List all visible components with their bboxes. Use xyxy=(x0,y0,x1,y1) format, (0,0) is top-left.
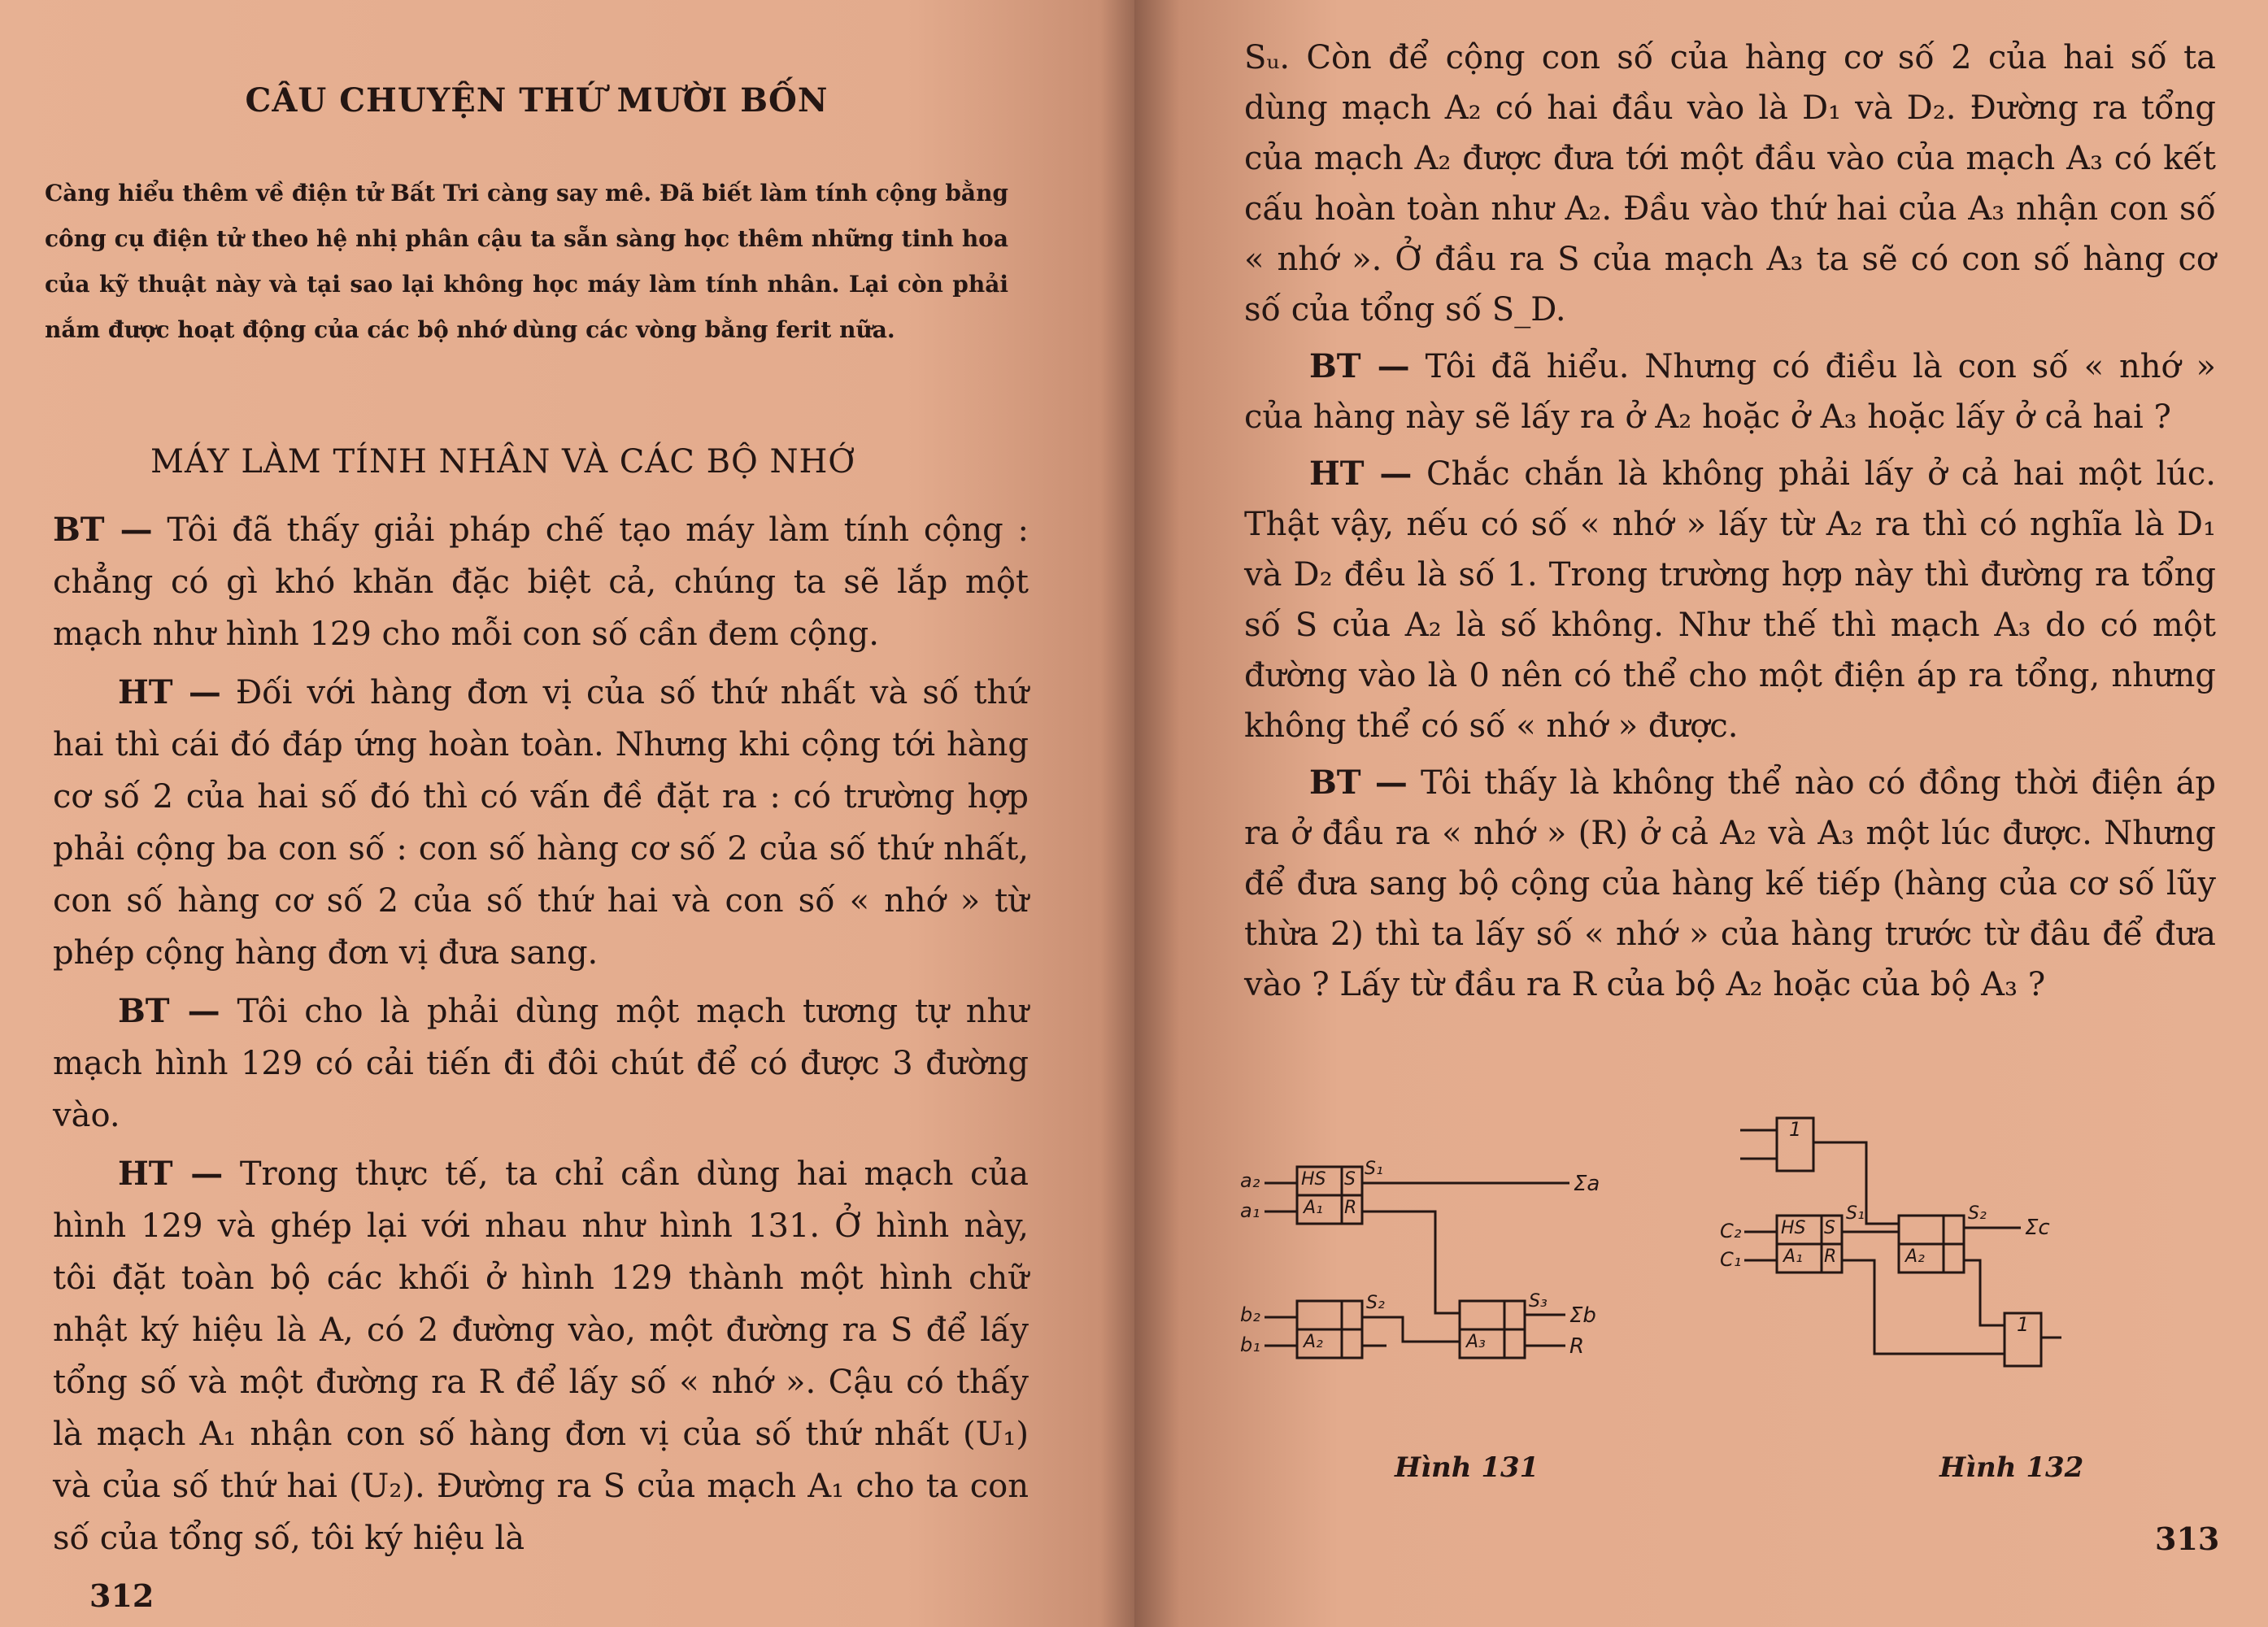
dialogue-paragraph xyxy=(53,504,1029,660)
dialogue-paragraph xyxy=(1244,758,2216,1010)
fig131-a1-s: S xyxy=(1344,1169,1356,1190)
chapter-title: CÂU CHUYỆN THỨ MƯỜI BỐN xyxy=(245,81,829,120)
page-number-right: 313 xyxy=(2155,1520,2220,1557)
fig131-input-b2: b₂ xyxy=(1240,1303,1260,1326)
fig131-a1-r: R xyxy=(1344,1198,1357,1218)
dialogue-paragraph xyxy=(1244,341,2216,442)
fig131-sigma-b: Σb xyxy=(1569,1303,1596,1328)
paragraph-text: Trong thực tế, ta chỉ cần dùng hai mạch của hình 129 và ghép lại với nhau như hình 131. Ở hình này, tôi đặt toàn bộ các khối ở hình 129 thành một hình chữ nhật ký hiệu là A, có 2 đường vào, một đường ra S để lấy tổng số và một đường ra R để lấy số « nhớ ». Cậu có thấy là mạch A₁ nhận con số hàng đơn vị của số thứ nhất (U₁) và của số thứ hai (U₂). Đường ra S của mạch A₁ cho ta con số của tổng số, tôi ký hiệu là xyxy=(53,1155,1030,1557)
figure-132-caption: Hình 132 xyxy=(1939,1451,2084,1484)
dialogue-paragraph xyxy=(1244,449,2216,751)
section-title: MÁY LÀM TÍNH NHÂN VÀ CÁC BỘ NHỚ xyxy=(150,443,856,481)
fig132-a2-label: A₂ xyxy=(1905,1246,1925,1267)
fig132-a1-label: A₁ xyxy=(1783,1246,1803,1267)
page-number-left: 312 xyxy=(89,1577,155,1614)
left-body-text xyxy=(53,504,1029,1571)
speaker-label: BT — xyxy=(1309,347,1410,385)
speaker-label: HT — xyxy=(1309,455,1413,493)
chapter-intro: Càng hiểu thêm về điện tử Bất Tri càng say mê. Đã biết làm tính cộng bằng công cụ điện tử theo hệ nhị phân cậu ta sẵn sàng học thêm những tinh hoa của kỹ thuật này và tại sao lại không học máy làm tính nhân. Lại còn phải nắm được hoạt động của các bộ nhớ dùng các vòng bằng ferit nữa. xyxy=(45,180,1008,343)
fig131-input-b1: b₁ xyxy=(1240,1333,1260,1356)
right-body-text xyxy=(1244,33,2216,1016)
paragraph-text: Tôi cho là phải dùng một mạch tương tự như mạch hình 129 có cải tiến đi đôi chút để có được 3 đường vào. xyxy=(53,993,1030,1134)
fig132-input-c1: C₁ xyxy=(1720,1248,1742,1271)
fig131-a3-label: A₃ xyxy=(1466,1332,1486,1352)
fig132-s2: S₂ xyxy=(1968,1203,1987,1224)
speaker-label: BT — xyxy=(53,511,153,549)
fig131-a2-label: A₂ xyxy=(1304,1332,1323,1352)
paragraph-text: Chắc chắn là không phải lấy ở cả hai một lúc. Thật vậy, nếu có số « nhớ » lấy từ A₂ ra thì có nghĩa là D₁ và D₂ đều là số 1. Trong trường hợp này thì đường ra tổng số S của A₂ là số không. Như thế thì mạch A₃ do có một đường vào là 0 nên có thể cho một điện áp ra tổng, nhưng không thể có số « nhớ » được. xyxy=(1244,455,2217,745)
speaker-label: BT — xyxy=(1309,763,1408,802)
fig132-a1-hs: HS xyxy=(1781,1218,1806,1238)
paragraph-text: Sᵤ. Còn để cộng con số của hàng cơ số 2 của hai số ta dùng mạch A₂ có hai đầu vào là D₁ và D₂. Đường ra tổng của mạch A₂ được đưa tới một đầu vào của mạch A₃ có kết cấu hoàn toàn như A₂. Đầu vào thứ hai của A₃ nhận con số « nhớ ». Ở đầu ra S của mạch A₃ ta sẽ có con số hàng cơ số của tổng số S_D. xyxy=(1244,39,2216,328)
dialogue-paragraph xyxy=(53,1148,1029,1564)
speaker-label: BT — xyxy=(118,992,220,1030)
fig131-s1: S₁ xyxy=(1365,1159,1383,1179)
dialogue-paragraph xyxy=(1244,33,2216,335)
fig131-a1-label: A₁ xyxy=(1304,1198,1323,1218)
fig132-sigma-c: Σc xyxy=(2025,1216,2050,1240)
paragraph-text: Đối với hàng đơn vị của số thứ nhất và số thứ hai thì cái đó đáp ứng hoàn toàn. Nhưng khi cộng tới hàng cơ số 2 của hai số đó thì có vấn đề đặt ra : có trường hợp phải cộng ba con số : con số hàng cơ số 2 của số thứ nhất, con số hàng cơ số 2 của số thứ hai và con số « nhớ » từ phép cộng hàng đơn vị đưa sang. xyxy=(53,674,1030,972)
fig132-a1-r: R xyxy=(1824,1246,1837,1267)
fig132-input-c2: C₂ xyxy=(1720,1220,1742,1242)
paragraph-text: Tôi đã thấy giải pháp chế tạo máy làm tính cộng : chẳng có gì khó khăn đặc biệt cả, chúng ta sẽ lắp một mạch như hình 129 cho mỗi con số cần đem cộng. xyxy=(53,511,1029,653)
fig131-input-a1: a₁ xyxy=(1240,1199,1260,1222)
fig131-r-out: R xyxy=(1569,1334,1585,1359)
speaker-label: HT — xyxy=(118,1155,224,1193)
dialogue-paragraph xyxy=(53,667,1029,979)
fig131-input-a2: a₂ xyxy=(1240,1169,1260,1192)
fig132-gate-1-top: 1 xyxy=(1789,1118,1802,1141)
figure-131-caption: Hình 131 xyxy=(1395,1451,1539,1484)
fig131-s2: S₂ xyxy=(1366,1293,1385,1313)
fig131-sigma-a: Σa xyxy=(1574,1172,1600,1196)
fig132-s1: S₁ xyxy=(1846,1203,1865,1224)
dialogue-paragraph xyxy=(53,985,1029,1142)
paragraph-text: Tôi thấy là không thể nào có đồng thời điện áp ra ở đầu ra « nhớ » (R) ở cả A₂ và A₃ một lúc được. Nhưng để đưa sang bộ cộng của hàng kế tiếp (hàng của cơ số lũy thừa 2) thì ta lấy số « nhớ » của hàng trước từ đâu để đưa vào ? Lấy từ đầu ra R của bộ A₂ hoặc của bộ A₃ ? xyxy=(1244,764,2217,1003)
fig131-s3: S₃ xyxy=(1529,1291,1548,1312)
speaker-label: HT — xyxy=(118,673,221,711)
right-page xyxy=(1134,0,2268,1627)
fig132-gate-1-bottom: 1 xyxy=(2017,1313,2030,1336)
figures-area xyxy=(1240,1094,2216,1500)
fig131-a1-hs: HS xyxy=(1301,1169,1326,1190)
paragraph-text: Tôi đã hiểu. Nhưng có điều là con số « nhớ » của hàng này sẽ lấy ra ở A₂ hoặc ở A₃ hoặc lấy ở cả hai ? xyxy=(1244,348,2216,436)
fig132-a1-s: S xyxy=(1824,1218,1835,1238)
